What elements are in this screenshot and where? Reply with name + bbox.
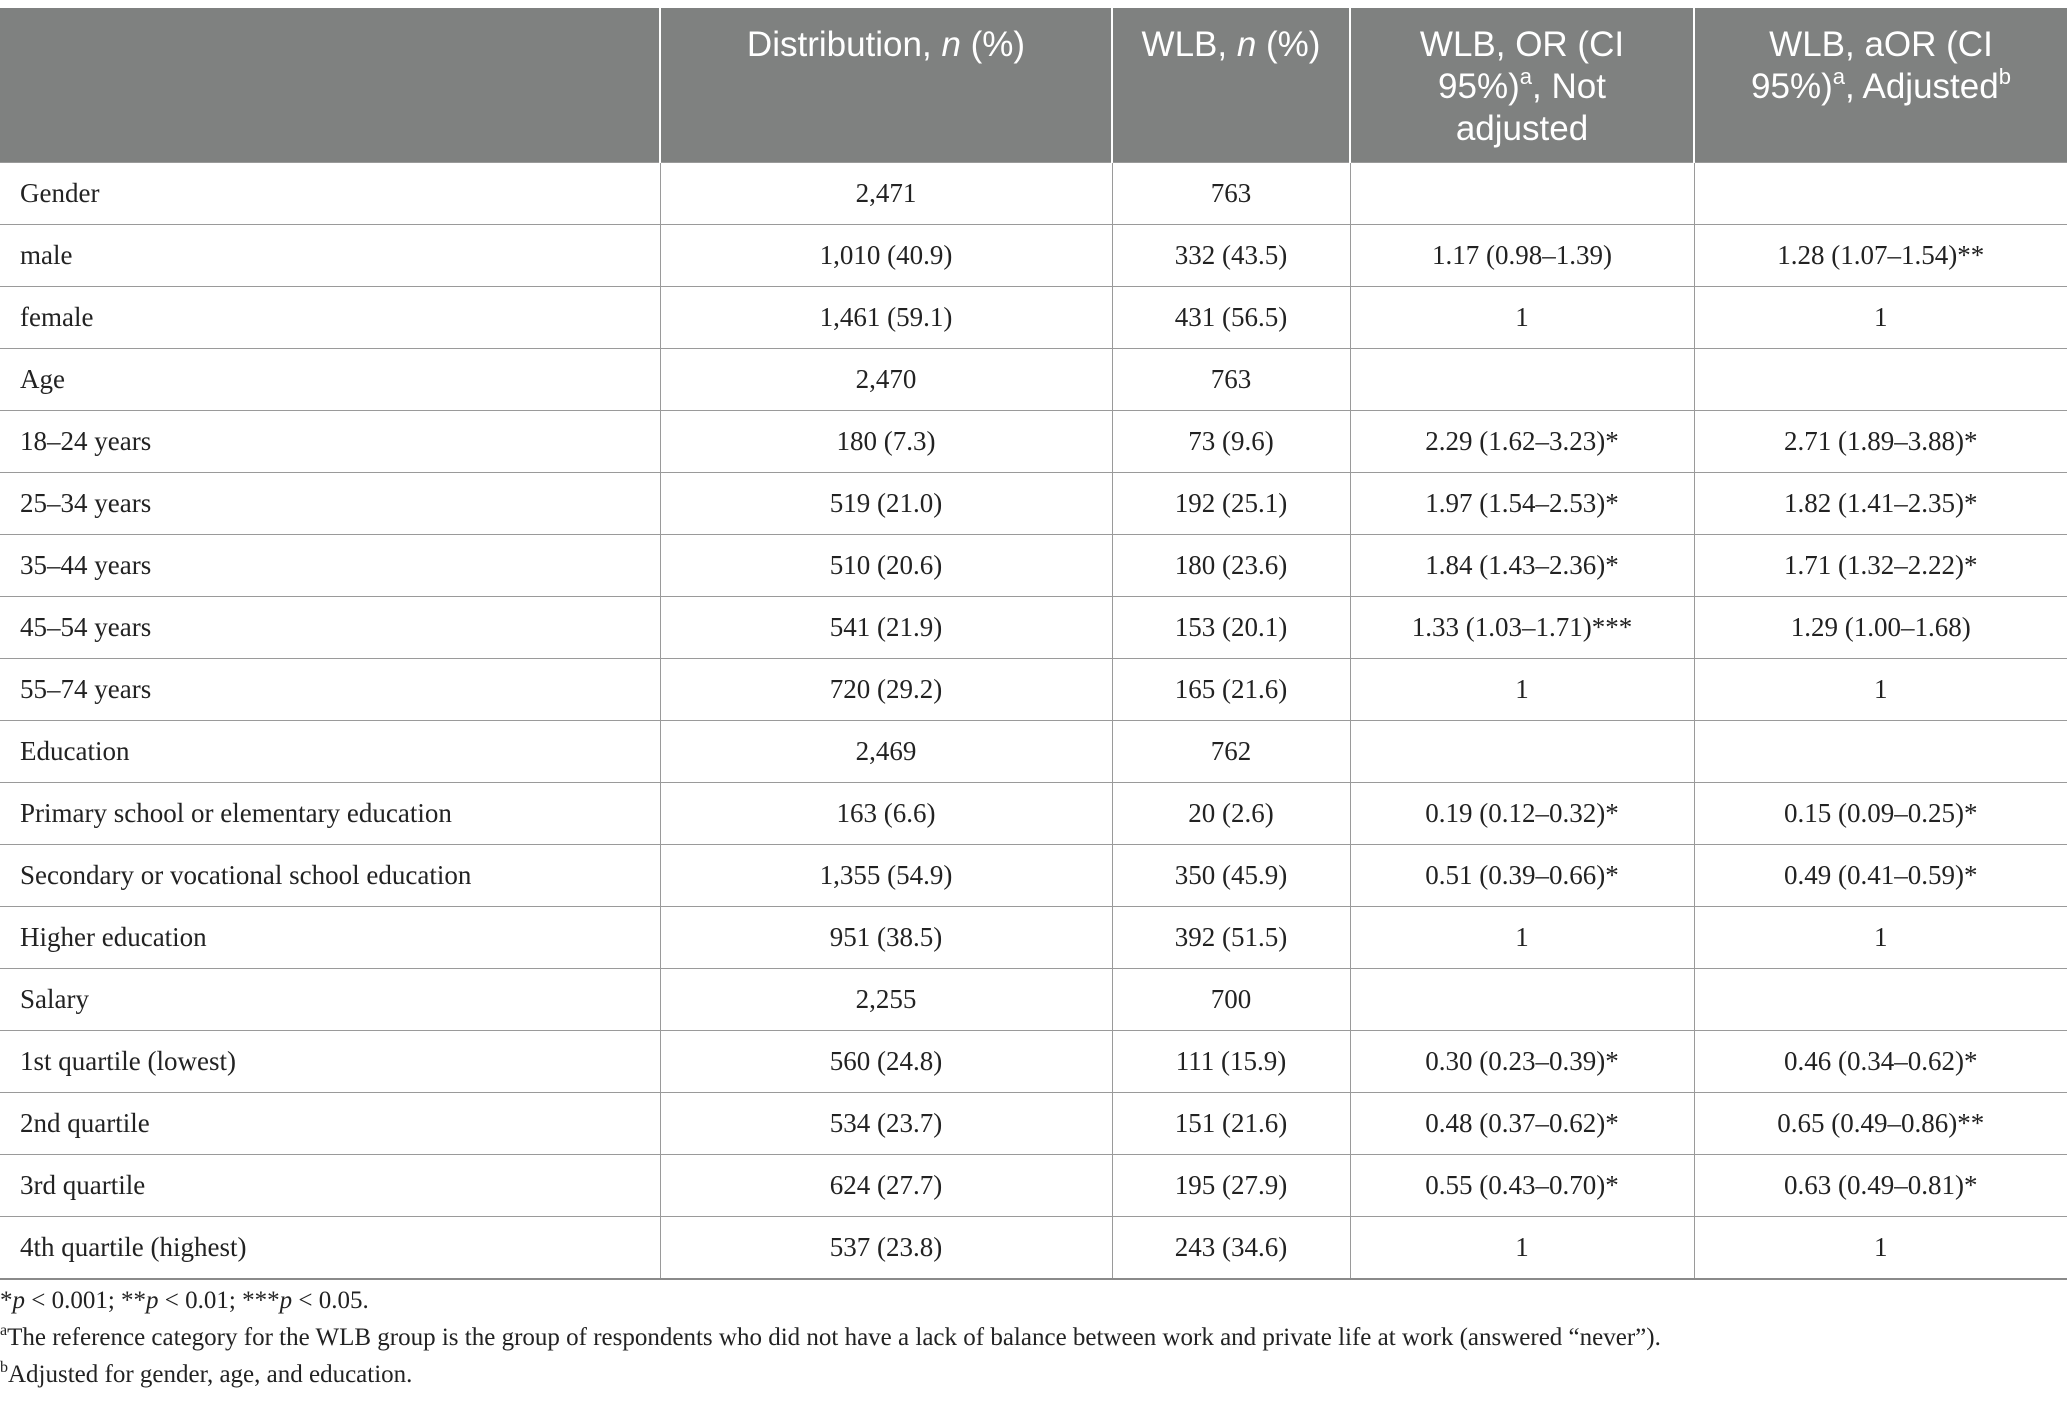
wlb-n-cell: 431 (56.5) <box>1112 287 1350 349</box>
or-cell: 2.29 (1.62–3.23)* <box>1350 411 1694 473</box>
or-cell: 1 <box>1350 1217 1694 1279</box>
or-cell: 0.19 (0.12–0.32)* <box>1350 783 1694 845</box>
aor-cell <box>1694 969 2067 1031</box>
distribution-cell: 951 (38.5) <box>660 907 1112 969</box>
header-sup: a <box>1832 64 1845 89</box>
or-cell <box>1350 349 1694 411</box>
aor-cell: 0.65 (0.49–0.86)** <box>1694 1093 2067 1155</box>
aor-cell: 1.28 (1.07–1.54)** <box>1694 225 2067 287</box>
wlb-n-cell: 763 <box>1112 349 1350 411</box>
header-cell-wlb-n <box>1112 8 1350 163</box>
aor-cell: 0.63 (0.49–0.81)* <box>1694 1155 2067 1217</box>
header-cell-or-not-adjusted <box>1350 8 1694 163</box>
wlb-n-cell: 180 (23.6) <box>1112 535 1350 597</box>
row-label: 4th quartile (highest) <box>0 1217 660 1279</box>
row-label: Gender <box>0 163 660 225</box>
wlb-n-cell: 151 (21.6) <box>1112 1093 1350 1155</box>
wlb-n-cell: 243 (34.6) <box>1112 1217 1350 1279</box>
row-label: 55–74 years <box>0 659 660 721</box>
footnote-italic: p <box>146 1287 159 1314</box>
table-row <box>0 783 2067 845</box>
header-text: Distribution, <box>746 25 942 64</box>
distribution-cell: 180 (7.3) <box>660 411 1112 473</box>
aor-cell: 1 <box>1694 1217 2067 1279</box>
row-label: 2nd quartile <box>0 1093 660 1155</box>
wlb-n-cell: 763 <box>1112 163 1350 225</box>
or-cell <box>1350 721 1694 783</box>
header-sup: a <box>1519 64 1533 89</box>
footnote-text: * <box>0 1287 13 1314</box>
row-label: 25–34 years <box>0 473 660 535</box>
or-cell: 1 <box>1350 907 1694 969</box>
or-cell: 0.48 (0.37–0.62)* <box>1350 1093 1694 1155</box>
aor-cell <box>1694 163 2067 225</box>
table-row <box>0 349 2067 411</box>
table-body <box>0 163 2067 1279</box>
row-label: Salary <box>0 969 660 1031</box>
distribution-cell: 2,470 <box>660 349 1112 411</box>
header-text: , Not adjusted <box>1455 67 1606 148</box>
table-row <box>0 907 2067 969</box>
header-cell-label <box>0 8 660 163</box>
aor-cell: 1.82 (1.41–2.35)* <box>1694 473 2067 535</box>
table-row <box>0 1031 2067 1093</box>
distribution-cell: 1,355 (54.9) <box>660 845 1112 907</box>
wlb-n-cell: 332 (43.5) <box>1112 225 1350 287</box>
aor-cell: 0.46 (0.34–0.62)* <box>1694 1031 2067 1093</box>
row-label: 35–44 years <box>0 535 660 597</box>
table-row <box>0 535 2067 597</box>
header-text: WLB, OR (CI 95%) <box>1419 25 1625 106</box>
wlb-n-cell: 762 <box>1112 721 1350 783</box>
aor-cell: 1 <box>1694 907 2067 969</box>
table-row <box>0 473 2067 535</box>
footnote-text: < 0.001; ** <box>25 1287 147 1314</box>
header-italic: n <box>941 25 961 64</box>
or-cell: 0.51 (0.39–0.66)* <box>1350 845 1694 907</box>
wlb-n-cell: 192 (25.1) <box>1112 473 1350 535</box>
or-cell: 1.84 (1.43–2.36)* <box>1350 535 1694 597</box>
footnote-sup: a <box>0 1322 8 1339</box>
distribution-cell: 720 (29.2) <box>660 659 1112 721</box>
distribution-cell: 2,469 <box>660 721 1112 783</box>
data-table <box>0 8 2067 1280</box>
wlb-n-cell: 700 <box>1112 969 1350 1031</box>
or-cell: 0.30 (0.23–0.39)* <box>1350 1031 1694 1093</box>
wlb-n-cell: 350 (45.9) <box>1112 845 1350 907</box>
footnote-sup: b <box>0 1359 8 1376</box>
header-text: WLB, <box>1141 25 1237 64</box>
row-label: female <box>0 287 660 349</box>
distribution-cell: 1,461 (59.1) <box>660 287 1112 349</box>
header-sup: b <box>1998 64 2011 89</box>
distribution-cell: 541 (21.9) <box>660 597 1112 659</box>
aor-cell: 0.15 (0.09–0.25)* <box>1694 783 2067 845</box>
header-text: (%) <box>1256 25 1321 64</box>
row-label: 1st quartile (lowest) <box>0 1031 660 1093</box>
distribution-cell: 537 (23.8) <box>660 1217 1112 1279</box>
or-cell <box>1350 969 1694 1031</box>
table-row <box>0 659 2067 721</box>
footnotes <box>0 1282 1661 1393</box>
or-cell: 1 <box>1350 659 1694 721</box>
header-text: (%) <box>960 25 1026 64</box>
or-cell: 0.55 (0.43–0.70)* <box>1350 1155 1694 1217</box>
or-cell: 1.97 (1.54–2.53)* <box>1350 473 1694 535</box>
wlb-n-cell: 111 (15.9) <box>1112 1031 1350 1093</box>
table-row <box>0 1155 2067 1217</box>
footnote-b <box>0 1356 1661 1393</box>
row-label: Age <box>0 349 660 411</box>
footnote-text: Adjusted for gender, age, and education. <box>8 1361 413 1388</box>
table-row <box>0 411 2067 473</box>
footnote-text: < 0.05. <box>292 1287 369 1314</box>
row-label: 18–24 years <box>0 411 660 473</box>
distribution-cell: 2,471 <box>660 163 1112 225</box>
table-row <box>0 1217 2067 1279</box>
or-cell <box>1350 163 1694 225</box>
row-label: Primary school or elementary education <box>0 783 660 845</box>
wlb-n-cell: 73 (9.6) <box>1112 411 1350 473</box>
header-cell-aor-adjusted <box>1694 8 2067 163</box>
wlb-n-cell: 195 (27.9) <box>1112 1155 1350 1217</box>
aor-cell: 1 <box>1694 659 2067 721</box>
table-row <box>0 721 2067 783</box>
table-row <box>0 287 2067 349</box>
footnote-text: The reference category for the WLB group is the group of respondents who did not have a lack of balance between work and private life at work (answered “never”). <box>7 1324 1661 1351</box>
wlb-n-cell: 165 (21.6) <box>1112 659 1350 721</box>
row-label: Secondary or vocational school education <box>0 845 660 907</box>
distribution-cell: 534 (23.7) <box>660 1093 1112 1155</box>
table-row <box>0 225 2067 287</box>
distribution-cell: 624 (27.7) <box>660 1155 1112 1217</box>
row-label: male <box>0 225 660 287</box>
table-row <box>0 1093 2067 1155</box>
table-row <box>0 969 2067 1031</box>
row-label: Higher education <box>0 907 660 969</box>
row-label: 3rd quartile <box>0 1155 660 1217</box>
wlb-n-cell: 392 (51.5) <box>1112 907 1350 969</box>
table-container <box>0 8 2067 1280</box>
table-row <box>0 597 2067 659</box>
aor-cell: 2.71 (1.89–3.88)* <box>1694 411 2067 473</box>
or-cell: 1.17 (0.98–1.39) <box>1350 225 1694 287</box>
header-text: WLB, aOR (CI 95%) <box>1751 25 1993 106</box>
distribution-cell: 1,010 (40.9) <box>660 225 1112 287</box>
table-row <box>0 845 2067 907</box>
or-cell: 1 <box>1350 287 1694 349</box>
distribution-cell: 2,255 <box>660 969 1112 1031</box>
distribution-cell: 163 (6.6) <box>660 783 1112 845</box>
aor-cell: 1.71 (1.32–2.22)* <box>1694 535 2067 597</box>
header-row <box>0 8 2067 163</box>
footnote-significance <box>0 1282 1661 1319</box>
table-row <box>0 163 2067 225</box>
wlb-n-cell: 20 (2.6) <box>1112 783 1350 845</box>
aor-cell: 1 <box>1694 287 2067 349</box>
header-cell-distribution <box>660 8 1112 163</box>
row-label: 45–54 years <box>0 597 660 659</box>
header-text: , Adjusted <box>1844 67 1999 106</box>
table-header <box>0 8 2067 163</box>
or-cell: 1.33 (1.03–1.71)*** <box>1350 597 1694 659</box>
distribution-cell: 519 (21.0) <box>660 473 1112 535</box>
wlb-n-cell: 153 (20.1) <box>1112 597 1350 659</box>
aor-cell <box>1694 349 2067 411</box>
footnote-a <box>0 1319 1661 1356</box>
aor-cell: 1.29 (1.00–1.68) <box>1694 597 2067 659</box>
aor-cell <box>1694 721 2067 783</box>
row-label: Education <box>0 721 660 783</box>
distribution-cell: 510 (20.6) <box>660 535 1112 597</box>
header-italic: n <box>1236 25 1257 64</box>
distribution-cell: 560 (24.8) <box>660 1031 1112 1093</box>
footnote-italic: p <box>12 1287 25 1314</box>
footnote-text: < 0.01; *** <box>158 1287 280 1314</box>
aor-cell: 0.49 (0.41–0.59)* <box>1694 845 2067 907</box>
footnote-italic: p <box>279 1287 293 1314</box>
